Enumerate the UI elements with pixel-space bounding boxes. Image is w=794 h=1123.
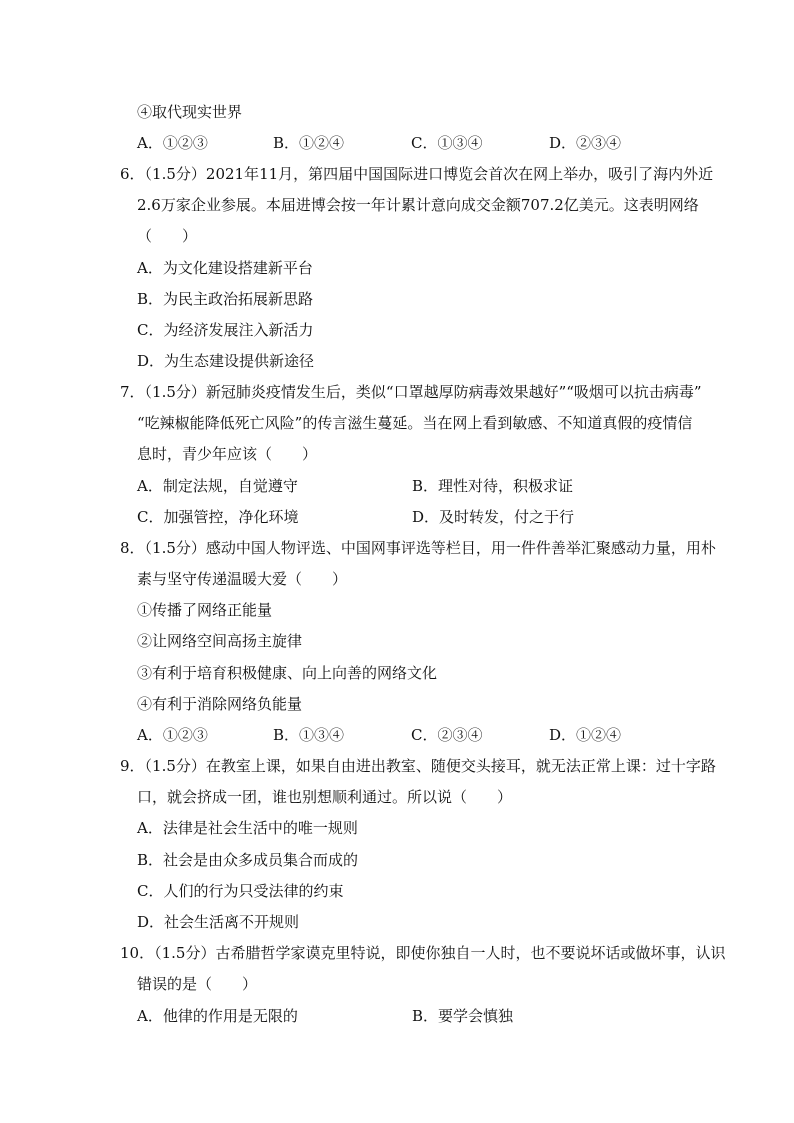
q6-option-a: A．为文化建设搭建新平台 xyxy=(137,259,313,277)
q8-item-2: ②让网络空间高扬主旋律 xyxy=(137,632,303,650)
q6-option-d: D．为生态建设提供新途径 xyxy=(137,352,315,370)
q8-item-1: ①传播了网络正能量 xyxy=(137,601,273,619)
q8-option-d: D．①②④ xyxy=(549,726,622,744)
q7-stem-line-2: “吃辣椒能降低死亡风险”的传言滋生蔓延。当在网上看到敏感、不知道真假的疫情信 xyxy=(137,414,693,432)
q6-stem-line-2: 2.6万家企业参展。本届进博会按一年计累计意向成交金额707.2亿美元。这表明网络 xyxy=(137,196,699,214)
q9-stem-line-1: 9．（1.5分）在教室上课，如果自由进出教室、随便交头接耳，就无法正常上课：过十字路 xyxy=(120,757,716,775)
q7-stem-line-1: 7．（1.5分）新冠肺炎疫情发生后，类似“口罩越厚防病毒效果越好”“吸烟可以抗击病毒” xyxy=(120,383,702,401)
q7-option-c: C．加强管控，净化环境 xyxy=(137,508,299,526)
q5-option-a: A．①②③ xyxy=(137,134,208,152)
q9-option-d: D．社会生活离不开规则 xyxy=(137,913,300,931)
q9-option-b: B．社会是由众多成员集合而成的 xyxy=(137,851,359,869)
q8-option-c: C．②③④ xyxy=(411,726,483,744)
q5-option-b: B．①②④ xyxy=(273,134,345,152)
q6-stem-line-1: 6．（1.5分）2021年11月，第四届中国国际进口博览会首次在网上举办，吸引了海内外近 xyxy=(120,165,714,183)
q7-stem-line-3: 息时，青少年应该（ ） xyxy=(137,445,318,463)
q8-item-4: ④有利于消除网络负能量 xyxy=(137,695,303,713)
q8-stem-line-1: 8．（1.5分）感动中国人物评选、中国网事评选等栏目，用一件件善举汇聚感动力量，用朴 xyxy=(120,539,716,557)
q5-option-c: C．①③④ xyxy=(411,134,483,152)
q8-item-3: ③有利于培育积极健康、向上向善的网络文化 xyxy=(137,664,438,682)
q6-stem-line-3: （ ） xyxy=(137,227,198,245)
q9-stem-line-2: 口，就会挤成一团，谁也别想顺利通过。所以说（ ） xyxy=(137,788,513,806)
q9-option-a: A．法律是社会生活中的唯一规则 xyxy=(137,819,358,837)
q10-stem-line-1: 10．（1.5分）古希腊哲学家谟克里特说，即使你独自一人时，也不要说坏话或做坏事，认识 xyxy=(120,944,726,962)
q5-item-4: ④取代现实世界 xyxy=(137,103,243,121)
q7-option-d: D．及时转发，付之于行 xyxy=(412,508,575,526)
q8-stem-line-2: 素与坚守传递温暖大爱（ ） xyxy=(137,570,348,588)
q10-option-b: B．要学会慎独 xyxy=(412,1007,514,1025)
q8-option-b: B．①③④ xyxy=(273,726,345,744)
q10-stem-line-2: 错误的是（ ） xyxy=(137,975,258,993)
q8-option-a: A．①②③ xyxy=(137,726,208,744)
q5-option-d: D．②③④ xyxy=(549,134,622,152)
q7-option-b: B．理性对待，积极求证 xyxy=(412,477,574,495)
q7-option-a: A．制定法规，自觉遵守 xyxy=(137,477,298,495)
q9-option-c: C．人们的行为只受法律的约束 xyxy=(137,882,344,900)
q10-option-a: A．他律的作用是无限的 xyxy=(137,1007,298,1025)
q6-option-b: B．为民主政治拓展新思路 xyxy=(137,290,314,308)
q6-option-c: C．为经济发展注入新活力 xyxy=(137,321,314,339)
